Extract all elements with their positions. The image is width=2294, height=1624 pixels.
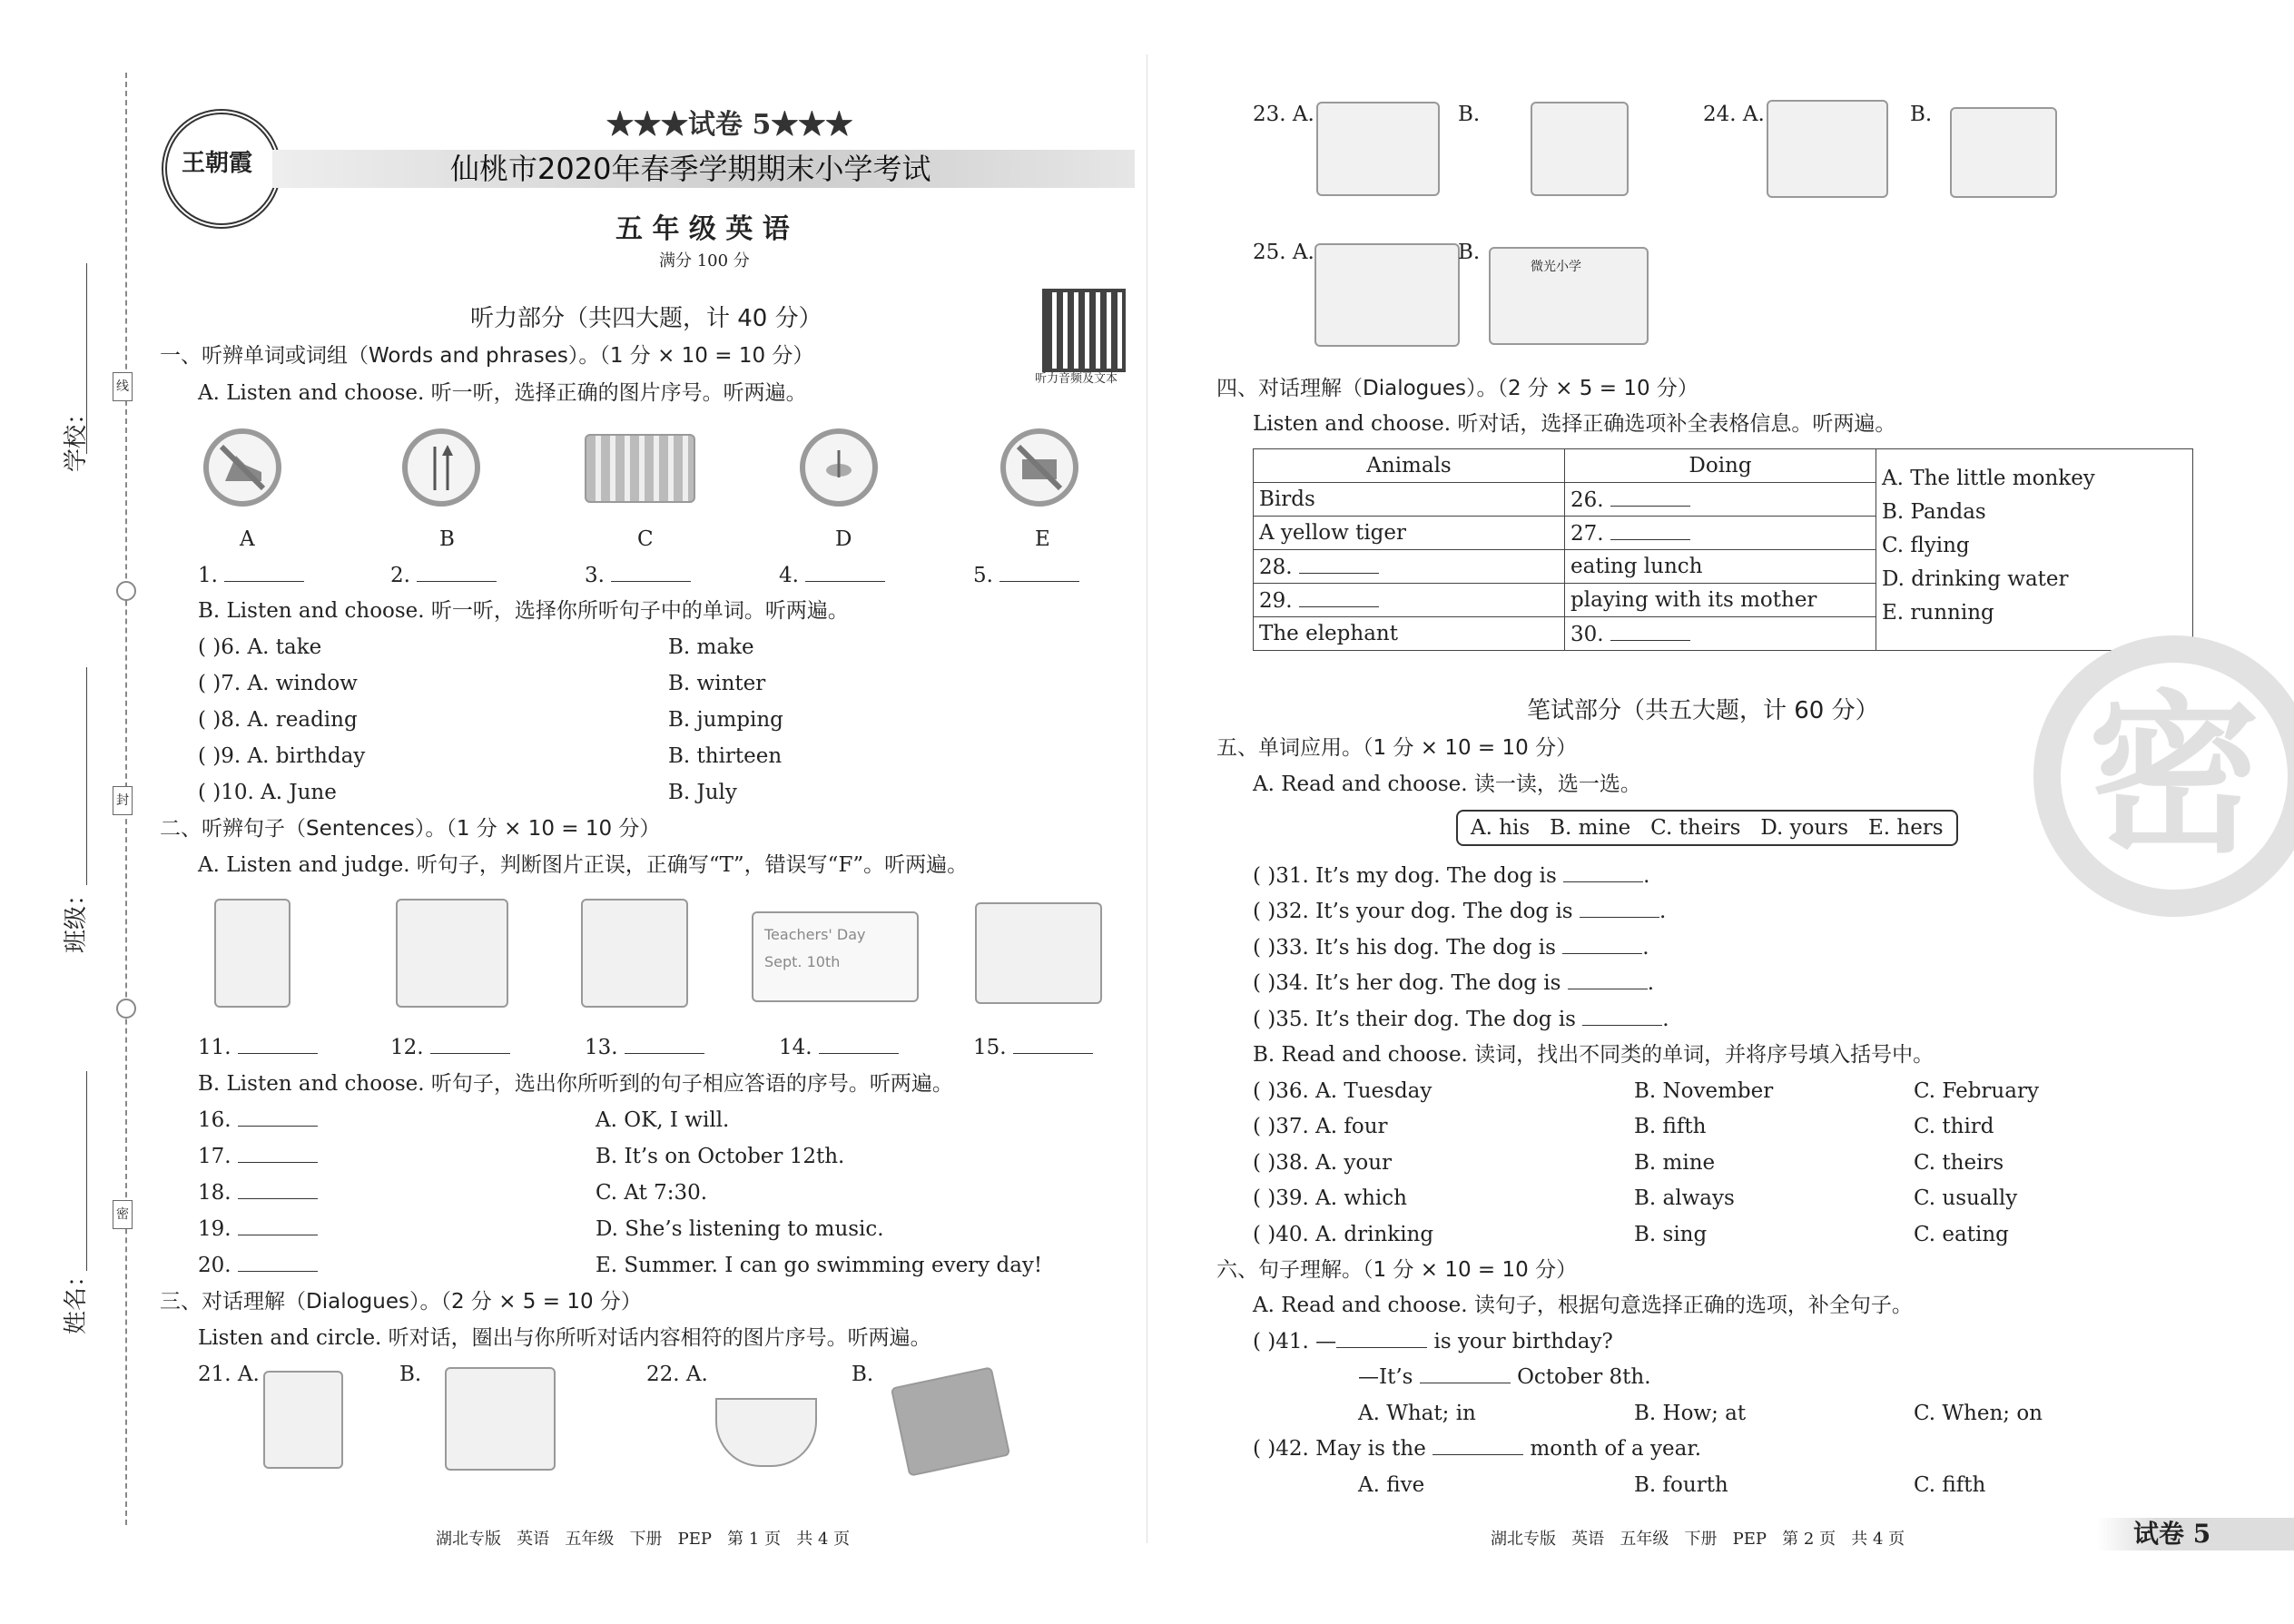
- q23-b-label: B.: [1458, 103, 1481, 126]
- item-34[interactable]: ( )34. It’s her dog. The dog is .: [1253, 971, 1655, 995]
- class-field-label: 班级：: [63, 881, 90, 953]
- q24-a-label: 24. A.: [1703, 103, 1765, 126]
- part1-b-instruction: B. Listen and choose. 听一听，选择你所听句子中的单词。听两遍。: [198, 599, 849, 623]
- answer-3[interactable]: 3.: [585, 563, 691, 588]
- answer-17[interactable]: 17.: [198, 1144, 318, 1169]
- seal-mi: 密: [113, 1200, 133, 1229]
- item-40[interactable]: ( )40. A. drinking: [1253, 1223, 1434, 1246]
- item-36-b: B. November: [1634, 1079, 1774, 1103]
- header-doing: Doing: [1565, 449, 1876, 483]
- brand-logo: [162, 109, 281, 229]
- option-b: B. It’s on October 12th.: [596, 1145, 845, 1168]
- monkeys-swinging-picture[interactable]: [1316, 102, 1440, 196]
- answer-16[interactable]: 16.: [198, 1107, 318, 1133]
- item-39-c: C. usually: [1914, 1186, 2018, 1210]
- q25-b-label: B.: [1458, 241, 1481, 264]
- school-field-line[interactable]: [86, 263, 87, 454]
- answer-14[interactable]: 14.: [779, 1035, 899, 1060]
- option-c: C. At 7:30.: [596, 1181, 708, 1205]
- cell-doing-answer[interactable]: 27.: [1565, 517, 1876, 550]
- cell-doing: eating lunch: [1565, 550, 1876, 584]
- item-31[interactable]: ( )31. It’s my dog. The dog is .: [1253, 864, 1650, 888]
- boy-basketball-picture: [214, 899, 290, 1008]
- item-8-b: B. jumping: [668, 708, 783, 732]
- pic-letter-c: C: [637, 527, 654, 551]
- name-field-label: 姓名：: [63, 1263, 90, 1334]
- item-37[interactable]: ( )37. A. four: [1253, 1115, 1388, 1138]
- options-cell: [1876, 449, 2193, 651]
- writing-section-title: 笔试部分（共五大题，计 60 分）: [1527, 697, 1879, 724]
- school-gate-picture[interactable]: [1489, 247, 1649, 345]
- option-a: A. The little monkey: [1882, 467, 2095, 490]
- family-picnic-picture: [975, 902, 1102, 1004]
- school-field-label: 学校：: [63, 400, 90, 472]
- part6-a-instruction: A. Read and choose. 读句子，根据句意选择正确的选项，补全句子。: [1253, 1294, 1913, 1317]
- item-42-opt-c: C. fifth: [1914, 1473, 1986, 1497]
- q22-b-label: B.: [852, 1363, 874, 1386]
- answer-12[interactable]: 12.: [390, 1035, 510, 1060]
- part2-title: 二、听辨句子（Sentences）。（1 分 × 10 = 10 分）: [160, 817, 661, 841]
- cell-animal: A yellow tiger: [1254, 517, 1565, 550]
- logo-text: 王朝霞: [182, 150, 253, 177]
- option-e: E. Summer. I can go swimming every day!: [596, 1254, 1043, 1277]
- watermark-text: 密: [2087, 675, 2260, 876]
- part3-title: 三、对话理解（Dialogues）。（2 分 × 5 = 10 分）: [160, 1290, 642, 1314]
- item-6-b: B. make: [668, 635, 754, 659]
- quiet-sign: [800, 428, 878, 507]
- cell-doing: playing with its mother: [1565, 584, 1876, 617]
- item-39[interactable]: ( )39. A. which: [1253, 1186, 1407, 1210]
- boys-football-picture[interactable]: [1950, 107, 2057, 198]
- option-d: D. She’s listening to music.: [596, 1217, 884, 1241]
- item-41[interactable]: ( )41. — is your birthday?: [1253, 1330, 1613, 1353]
- part4-title: 四、对话理解（Dialogues）。（2 分 × 5 = 10 分）: [1216, 377, 1698, 400]
- part6-title: 六、句子理解。（1 分 × 10 = 10 分）: [1216, 1258, 1578, 1282]
- part3-instruction: Listen and circle. 听对话，圈出与你所听对话内容相符的图片序号。听两遍。: [198, 1326, 931, 1350]
- item-39-b: B. always: [1634, 1186, 1735, 1210]
- secret-watermark: [2033, 635, 2294, 917]
- girls-dining-picture[interactable]: [1767, 100, 1888, 198]
- item-37-b: B. fifth: [1634, 1115, 1707, 1138]
- part2-a-instruction: A. Listen and judge. 听句子，判断图片正误，正确写“T”，错误写“F”。听两遍。: [198, 853, 969, 877]
- exam-title: 仙桃市2020年春季学期期末小学考试: [450, 152, 931, 186]
- item-40-c: C. eating: [1914, 1223, 2009, 1246]
- one-way-sign: [402, 428, 480, 507]
- qr-caption: 听力音频及文本: [1035, 372, 1118, 386]
- full-marks: 满分 100 分: [659, 251, 750, 271]
- card-line2: Sept. 10th: [764, 953, 841, 970]
- item-37-c: C. third: [1914, 1115, 1994, 1138]
- item-41-opt-a: A. What; in: [1358, 1402, 1476, 1425]
- q21-b-label: B.: [399, 1363, 422, 1386]
- item-42[interactable]: ( )42. May is the month of a year.: [1253, 1437, 1702, 1461]
- paper-label: ★★★试卷 5★★★: [606, 109, 853, 141]
- pic-letter-b: B: [439, 527, 455, 551]
- answer-20[interactable]: 20.: [198, 1253, 318, 1278]
- class-field-line[interactable]: [86, 667, 87, 885]
- item-7[interactable]: ( )7. A. window: [198, 672, 358, 695]
- q25-a-label: 25. A.: [1253, 241, 1314, 264]
- part5-b-instruction: B. Read and choose. 读词，找出不同类的单词，并将序号填入括号中。: [1253, 1043, 1935, 1067]
- no-shoe-sign: [203, 428, 281, 507]
- option-e: E. running: [1882, 601, 1994, 625]
- arrow-up-icon: [408, 434, 475, 501]
- cell-doing-answer[interactable]: 30.: [1565, 617, 1876, 651]
- item-41-opt-c: C. When; on: [1914, 1402, 2043, 1425]
- q23-a-label: 23. A.: [1253, 103, 1314, 126]
- seal-feng: 封: [113, 786, 133, 815]
- item-36[interactable]: ( )36. A. Tuesday: [1253, 1079, 1433, 1103]
- noodle-bowl-picture[interactable]: [715, 1398, 817, 1467]
- boy-eating-picture[interactable]: [445, 1367, 556, 1471]
- qr-code[interactable]: [1042, 289, 1126, 372]
- answer-15[interactable]: 15.: [973, 1035, 1093, 1060]
- item-42-opt-b: B. fourth: [1634, 1473, 1728, 1497]
- item-40-b: B. sing: [1634, 1223, 1708, 1246]
- pic-letter-e: E: [1035, 527, 1050, 551]
- no-sign-icon: [209, 434, 276, 501]
- card-line1: Teachers' Day: [764, 926, 866, 943]
- option-b: B. Pandas: [1882, 500, 1986, 524]
- queue-picture: [585, 434, 695, 503]
- binding-dot: [116, 581, 136, 601]
- footer-tab: 试卷 5: [2133, 1519, 2211, 1549]
- teachers-day-card: [752, 911, 919, 1002]
- q22-a-label: 22. A.: [646, 1363, 708, 1386]
- part1-a-instruction: A. Listen and choose. 听一听，选择正确的图片序号。听两遍。: [198, 381, 807, 405]
- answer-5[interactable]: 5.: [973, 563, 1079, 588]
- item-9-b: B. thirteen: [668, 744, 783, 768]
- no-littering-sign: [1000, 428, 1078, 507]
- monkey-sitting-picture[interactable]: [1531, 102, 1629, 196]
- item-10[interactable]: ( )10. A. June: [198, 781, 337, 804]
- answer-2[interactable]: 2.: [390, 563, 497, 588]
- footer-left: 湖北专版 英语 五年级 下册 PEP 第 1 页 共 4 页: [436, 1530, 851, 1549]
- item-38-b: B. mine: [1634, 1151, 1716, 1175]
- answer-4[interactable]: 4.: [779, 563, 885, 588]
- part5-title: 五、单词应用。（1 分 × 10 = 10 分）: [1216, 736, 1578, 760]
- item-41-reply[interactable]: —It’s October 8th.: [1358, 1365, 1651, 1389]
- item-38-c: C. theirs: [1914, 1151, 2004, 1175]
- boy-drinking-picture[interactable]: [263, 1371, 343, 1469]
- item-35[interactable]: ( )35. It’s their dog. The dog is .: [1253, 1008, 1669, 1031]
- item-38[interactable]: ( )38. A. your: [1253, 1151, 1393, 1175]
- item-7-b: B. winter: [668, 672, 766, 695]
- item-6[interactable]: ( )6. A. take: [198, 635, 322, 659]
- option-d: D. drinking water: [1882, 567, 2069, 591]
- item-9[interactable]: ( )9. A. birthday: [198, 744, 366, 768]
- option-c: C. flying: [1882, 534, 1970, 557]
- part2-b-instruction: B. Listen and choose. 听句子，选出你所听到的句子相应答语的序号。听两遍。: [198, 1072, 953, 1096]
- monkey-tree-picture: [396, 899, 508, 1008]
- answer-1[interactable]: 1.: [198, 563, 304, 588]
- listening-section-title: 听力部分（共四大题，计 40 分）: [470, 305, 822, 332]
- cell-doing-answer[interactable]: 26.: [1565, 483, 1876, 517]
- option-a: A. OK, I will.: [596, 1108, 730, 1132]
- family-meal-picture[interactable]: [1314, 243, 1460, 347]
- name-field-line[interactable]: [86, 1071, 87, 1271]
- school-sign-text: 微光小学: [1531, 260, 1581, 274]
- clock-boy-picture: [581, 899, 688, 1008]
- cell-animal-answer[interactable]: 29.: [1254, 584, 1565, 617]
- table-header-row: [1254, 449, 2193, 483]
- seal-xian: 线: [113, 372, 133, 401]
- item-8[interactable]: ( )8. A. reading: [198, 708, 358, 732]
- word-bank-box: A. his B. mine C. theirs D. yours E. hers: [1456, 810, 1958, 846]
- card-picture[interactable]: [891, 1366, 1010, 1477]
- animals-table: [1253, 448, 2193, 651]
- cell-animal: Birds: [1254, 483, 1565, 517]
- q21-a-label: 21. A.: [198, 1363, 260, 1386]
- q24-b-label: B.: [1910, 103, 1933, 126]
- pic-letter-a: A: [240, 527, 255, 551]
- pic-letter-d: D: [835, 527, 852, 551]
- item-42-opt-a: A. five: [1358, 1473, 1425, 1497]
- item-33[interactable]: ( )33. It’s his dog. The dog is .: [1253, 936, 1649, 960]
- subject-title: 五 年 级 英 语: [615, 213, 790, 245]
- part1-title: 一、听辨单词或词组（Words and phrases）。（1 分 × 10 = 10 分）: [160, 344, 814, 368]
- answer-19[interactable]: 19.: [198, 1216, 318, 1242]
- no-sign-icon: [1006, 434, 1073, 501]
- answer-13[interactable]: 13.: [585, 1035, 704, 1060]
- item-32[interactable]: ( )32. It’s your dog. The dog is .: [1253, 900, 1667, 923]
- item-36-c: C. February: [1914, 1079, 2039, 1103]
- footer-right: 湖北专版 英语 五年级 下册 PEP 第 2 页 共 4 页: [1491, 1530, 1905, 1549]
- cell-animal: The elephant: [1254, 617, 1565, 651]
- cell-animal-answer[interactable]: 28.: [1254, 550, 1565, 584]
- binding-dot: [116, 999, 136, 1019]
- answer-18[interactable]: 18.: [198, 1180, 318, 1206]
- part4-instruction: Listen and choose. 听对话，选择正确选项补全表格信息。听两遍。: [1253, 412, 1896, 436]
- header-animals: Animals: [1254, 449, 1565, 483]
- item-10-b: B. July: [668, 781, 737, 804]
- item-41-opt-b: B. How; at: [1634, 1402, 1747, 1425]
- answer-11[interactable]: 11.: [198, 1035, 318, 1060]
- part5-a-instruction: A. Read and choose. 读一读，选一选。: [1253, 773, 1641, 796]
- lips-icon: [805, 434, 872, 501]
